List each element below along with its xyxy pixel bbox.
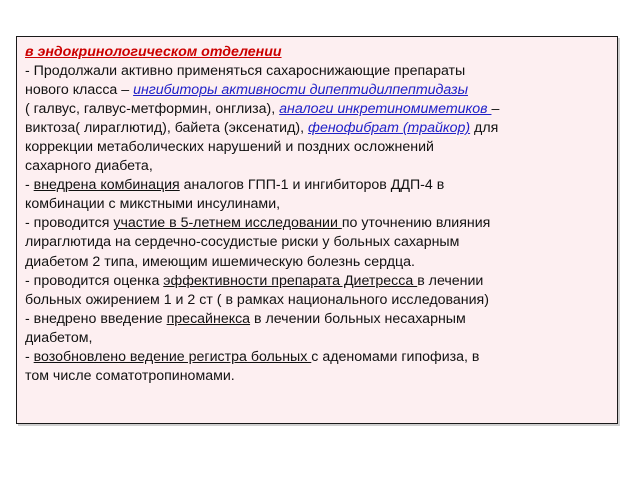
underlined-term: эффективности препарата Диетресса bbox=[163, 272, 418, 289]
text-segment: аналогов ГПП-1 и ингибиторов ДДП-4 в bbox=[179, 177, 445, 194]
text-line bbox=[25, 138, 615, 157]
highlighted-term: фенофибрат (трайкор) bbox=[307, 120, 471, 137]
text-line bbox=[25, 176, 615, 195]
text-segment: для bbox=[470, 120, 499, 137]
section-heading bbox=[25, 43, 615, 62]
text-segment: сахарного диабета, bbox=[25, 158, 153, 175]
text-segment: – bbox=[491, 101, 500, 118]
text-segment: виктоза( лираглютид), байета (эксенатид), bbox=[25, 120, 308, 137]
text-segment: лираглютида на сердечно-сосудистые риски у больных сахарным bbox=[25, 234, 460, 251]
underlined-term: пресайнекса bbox=[166, 310, 251, 327]
underlined-term: участие в 5-летнем исследовании bbox=[113, 215, 342, 232]
text-segment: ( галвус, галвус-метформин, онглиза), bbox=[25, 101, 280, 118]
underlined-term: возобновлено ведение регистра больных bbox=[33, 348, 312, 365]
text-line bbox=[25, 62, 615, 81]
text-segment: - bbox=[25, 177, 34, 194]
heading-text: в эндокринологическом отделении bbox=[25, 44, 282, 60]
text-line bbox=[25, 100, 615, 119]
text-segment: больных ожирением 1 и 2 ст ( в рамках национального исследования) bbox=[25, 291, 489, 308]
text-segment: коррекции метаболических нарушений и поздних осложнений bbox=[25, 139, 434, 156]
text-line bbox=[25, 233, 615, 252]
text-line bbox=[25, 272, 615, 291]
text-line bbox=[25, 214, 615, 233]
text-segment: - внедрено введение bbox=[25, 310, 167, 327]
slide-content bbox=[25, 43, 615, 386]
text-segment: диабетом 2 типа, имеющим ишемическую болезнь сердца. bbox=[25, 253, 415, 270]
text-segment: - проводится оценка bbox=[25, 272, 164, 289]
text-lines bbox=[25, 62, 615, 386]
text-line bbox=[25, 291, 615, 310]
text-segment: диабетом, bbox=[25, 329, 93, 346]
text-segment: - Продолжали активно применяться сахароснижающие препараты bbox=[25, 63, 466, 80]
text-line bbox=[25, 367, 615, 386]
text-line bbox=[25, 329, 615, 348]
text-segment: по уточнению влияния bbox=[341, 215, 491, 232]
text-segment: - проводится bbox=[25, 215, 114, 232]
text-segment: в лечении больных несахарным bbox=[250, 310, 466, 327]
text-line bbox=[25, 348, 615, 367]
slide-text-box bbox=[16, 36, 618, 424]
text-line bbox=[25, 81, 615, 100]
text-segment: нового класса – bbox=[25, 82, 134, 99]
text-segment: с аденомами гипофиза, в bbox=[311, 348, 480, 365]
text-line bbox=[25, 195, 615, 214]
text-segment: том числе соматотропиномами. bbox=[25, 367, 235, 384]
text-segment: - bbox=[25, 348, 34, 365]
text-line bbox=[25, 157, 615, 176]
text-line bbox=[25, 253, 615, 272]
text-line bbox=[25, 119, 615, 138]
text-segment: в лечении bbox=[417, 272, 484, 289]
highlighted-term: аналоги инкретиномиметиков bbox=[279, 101, 492, 118]
highlighted-term: ингибиторы активности дипептидилпептидазы bbox=[133, 82, 469, 99]
text-segment: комбинации с микстными инсулинами, bbox=[25, 196, 281, 213]
underlined-term: внедрена комбинация bbox=[33, 177, 180, 194]
text-line bbox=[25, 310, 615, 329]
